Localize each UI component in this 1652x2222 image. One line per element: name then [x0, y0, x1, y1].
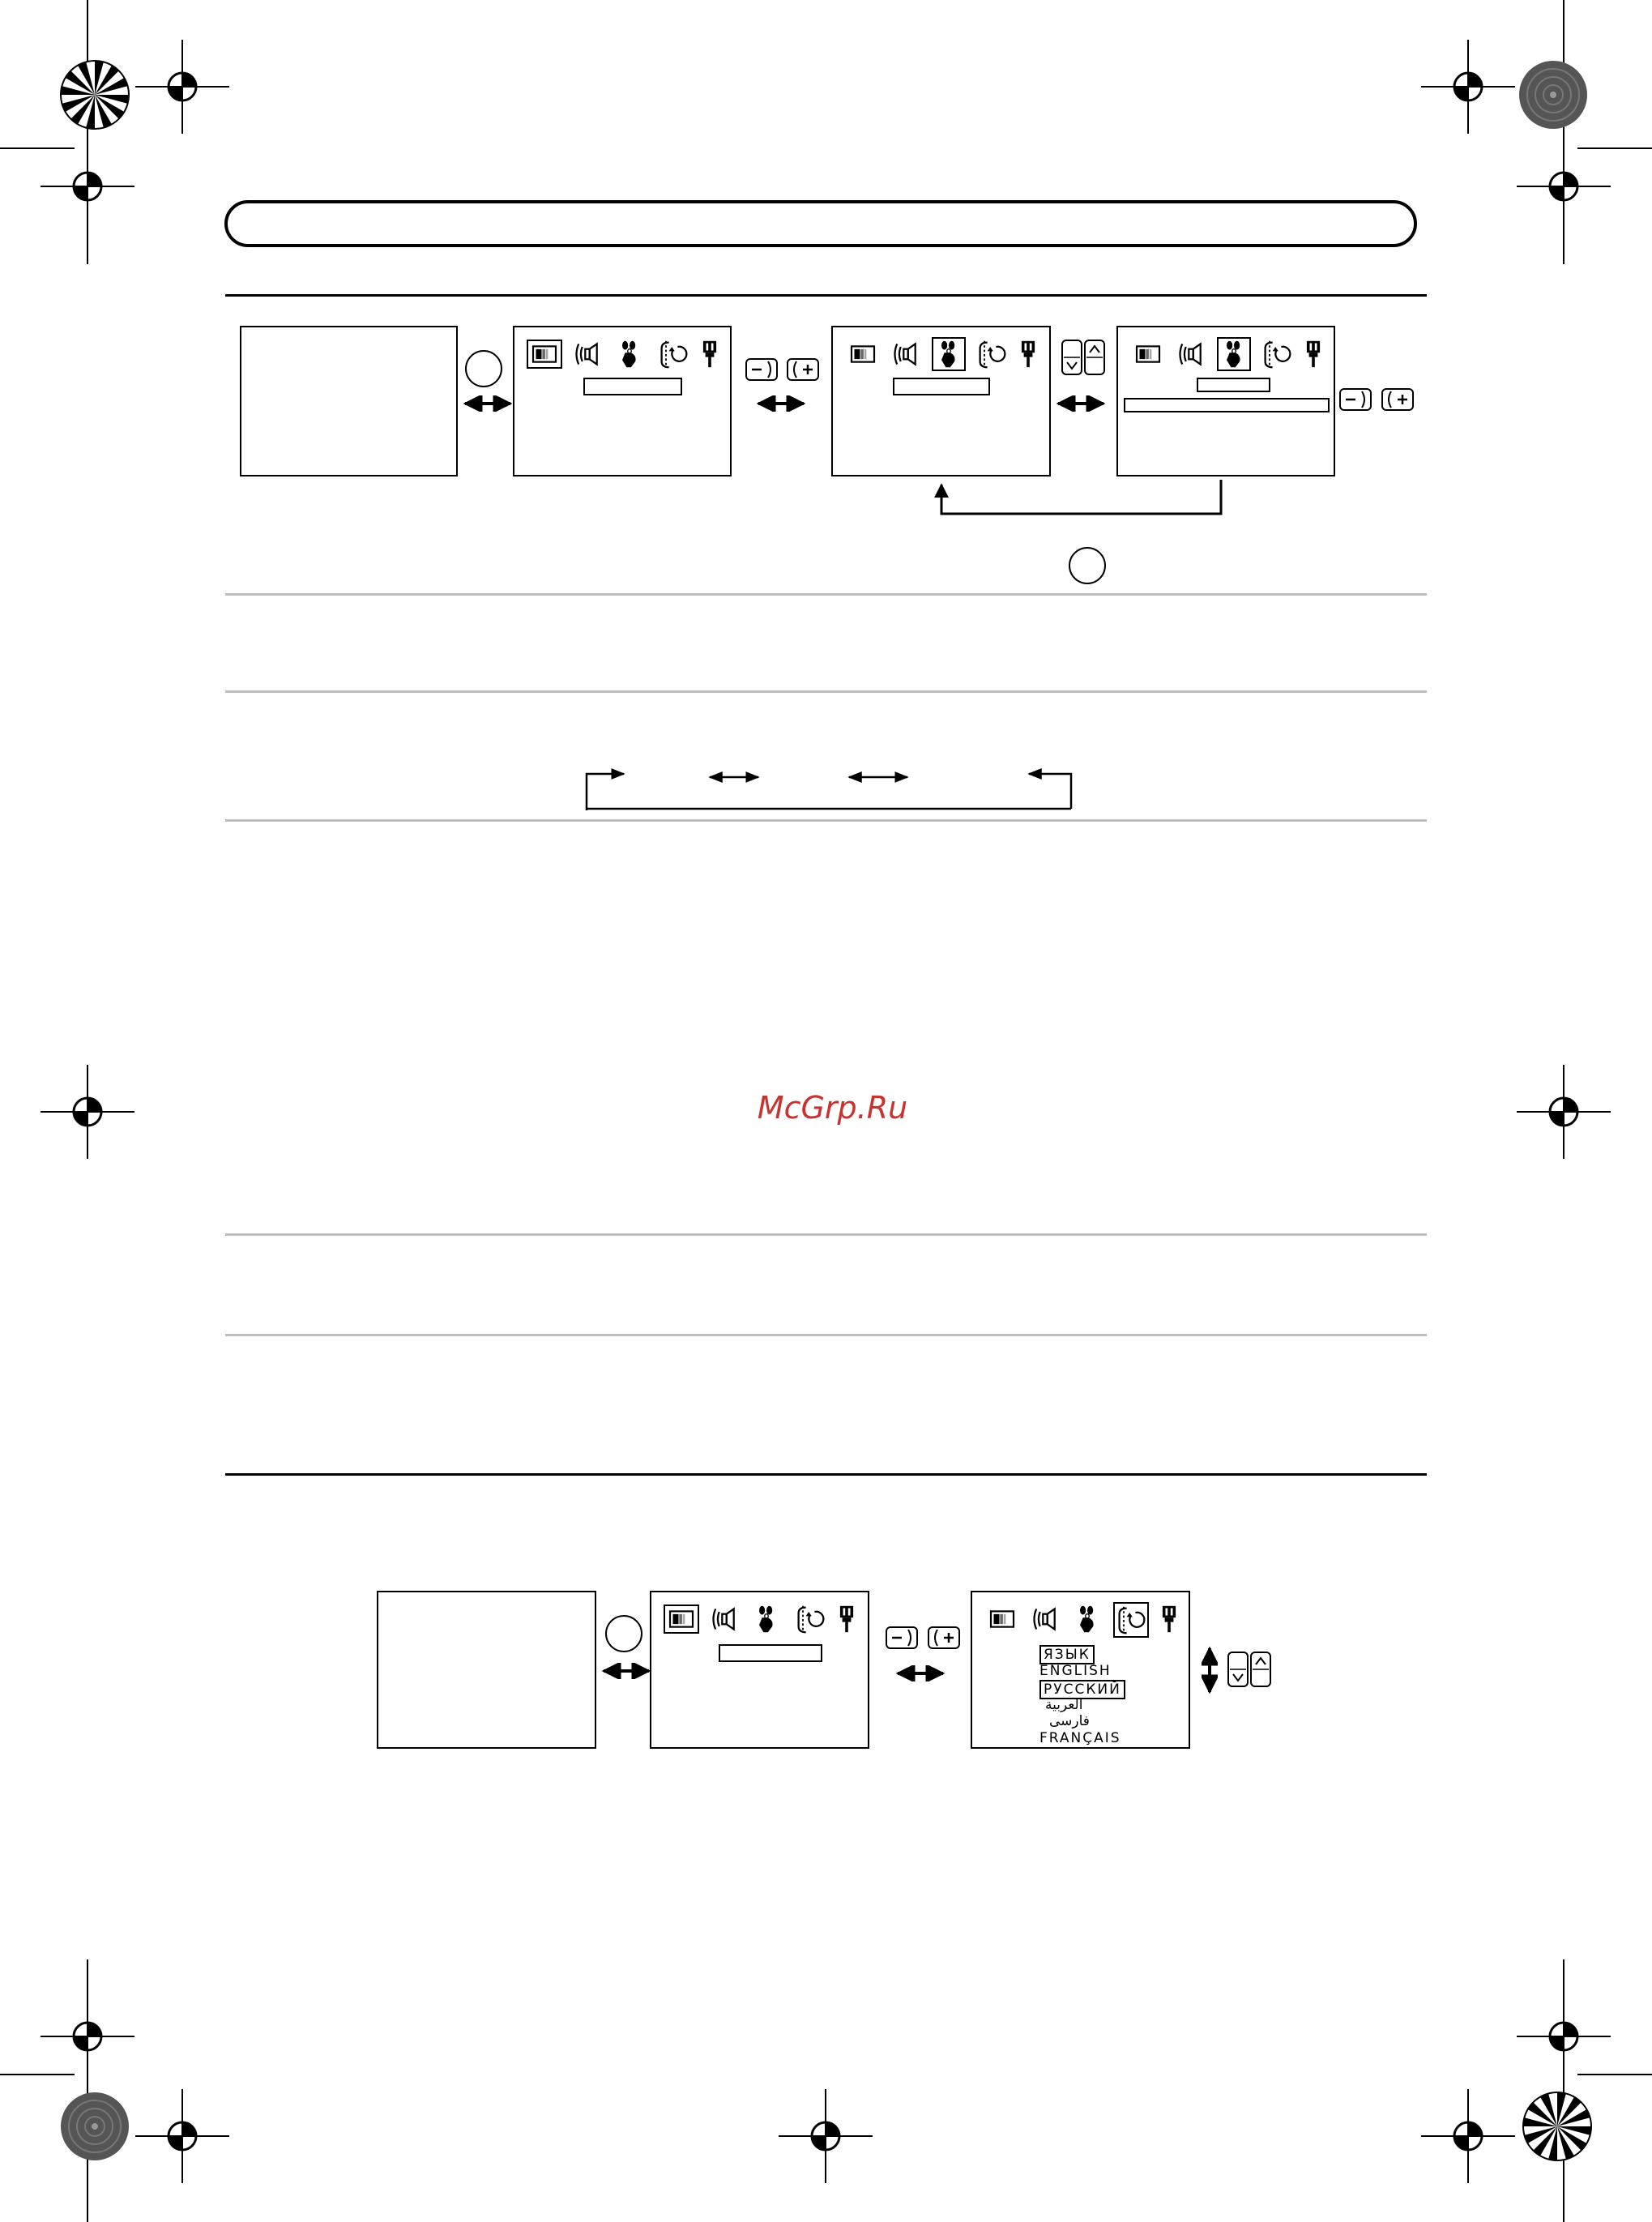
watermark-text: McGrp.Ru [757, 1090, 908, 1126]
cycle-loop-diagram [582, 762, 1087, 810]
menu-button [605, 1615, 642, 1652]
language-option-arabic[interactable]: العربية [1045, 1697, 1083, 1713]
language-menu-heading: ЯЗЫК [1039, 1645, 1095, 1664]
section-rule [225, 593, 1427, 596]
picture-icon [988, 1608, 1017, 1630]
picture-icon [1133, 343, 1163, 365]
language-option-farsi[interactable]: فارسی [1049, 1713, 1090, 1729]
sound-icon [891, 340, 920, 369]
setup-icon [1262, 340, 1291, 369]
sound-icon [1031, 1605, 1060, 1634]
features-icon [1073, 1605, 1102, 1634]
return-loop-arrow [932, 480, 1223, 528]
menu-title-field [1197, 378, 1270, 392]
setup-icon [659, 340, 688, 369]
setup-icon [796, 1605, 825, 1634]
double-arrow-icon [600, 1663, 652, 1679]
tv-screen-picture-menu [513, 326, 732, 476]
section-rule [225, 1334, 1427, 1336]
sound-icon [710, 1605, 739, 1634]
volume-plus-icon [787, 358, 819, 381]
menu-button [465, 350, 502, 387]
install-icon [1160, 1605, 1178, 1634]
double-arrow-icon [894, 1665, 946, 1681]
features-icon [752, 1605, 781, 1634]
install-icon [701, 340, 719, 369]
double-arrow-icon [1055, 395, 1107, 412]
tv-screen-features-submenu [1116, 326, 1335, 476]
double-arrow-icon [462, 395, 514, 412]
features-icon [615, 340, 644, 369]
picture-icon [530, 343, 559, 365]
volume-minus-icon [745, 358, 778, 381]
page-header-banner [224, 200, 1417, 247]
picture-icon [667, 1608, 696, 1630]
install-icon [1019, 340, 1037, 369]
tv-screen-blank [377, 1591, 596, 1749]
features-icon [934, 340, 963, 369]
install-icon [838, 1605, 856, 1634]
section-rule [225, 690, 1427, 693]
section-rule [225, 819, 1427, 822]
menu-title-field [893, 378, 990, 395]
sound-icon [573, 340, 602, 369]
setup-icon [1116, 1605, 1146, 1634]
volume-plus-icon [1381, 388, 1414, 411]
tv-screen-features-menu [831, 326, 1051, 476]
menu-button [1069, 547, 1106, 584]
install-icon [1304, 340, 1322, 369]
section-rule [225, 1473, 1427, 1476]
tv-screen-picture-menu [650, 1591, 869, 1749]
menu-option-field [1124, 398, 1330, 412]
language-option-french[interactable]: FRANÇAIS [1039, 1730, 1121, 1746]
tv-screen-blank [240, 326, 458, 476]
language-option-english[interactable]: ENGLISH [1039, 1663, 1112, 1679]
vertical-double-arrow-icon [1202, 1645, 1218, 1695]
double-arrow-icon [755, 395, 807, 412]
menu-title-field [719, 1644, 822, 1662]
volume-minus-icon [1339, 388, 1372, 411]
volume-plus-icon [928, 1626, 960, 1649]
sound-icon [1176, 340, 1206, 369]
features-icon [1219, 340, 1249, 369]
volume-minus-icon [886, 1626, 918, 1649]
language-option-russian[interactable]: РУССКИЙ [1039, 1680, 1125, 1699]
section-rule [225, 1233, 1427, 1236]
setup-icon [977, 340, 1006, 369]
menu-title-field [583, 378, 682, 395]
section-rule [225, 294, 1427, 297]
picture-icon [848, 343, 877, 365]
channel-updown-icon [1227, 1652, 1271, 1687]
channel-updown-icon [1061, 340, 1105, 375]
